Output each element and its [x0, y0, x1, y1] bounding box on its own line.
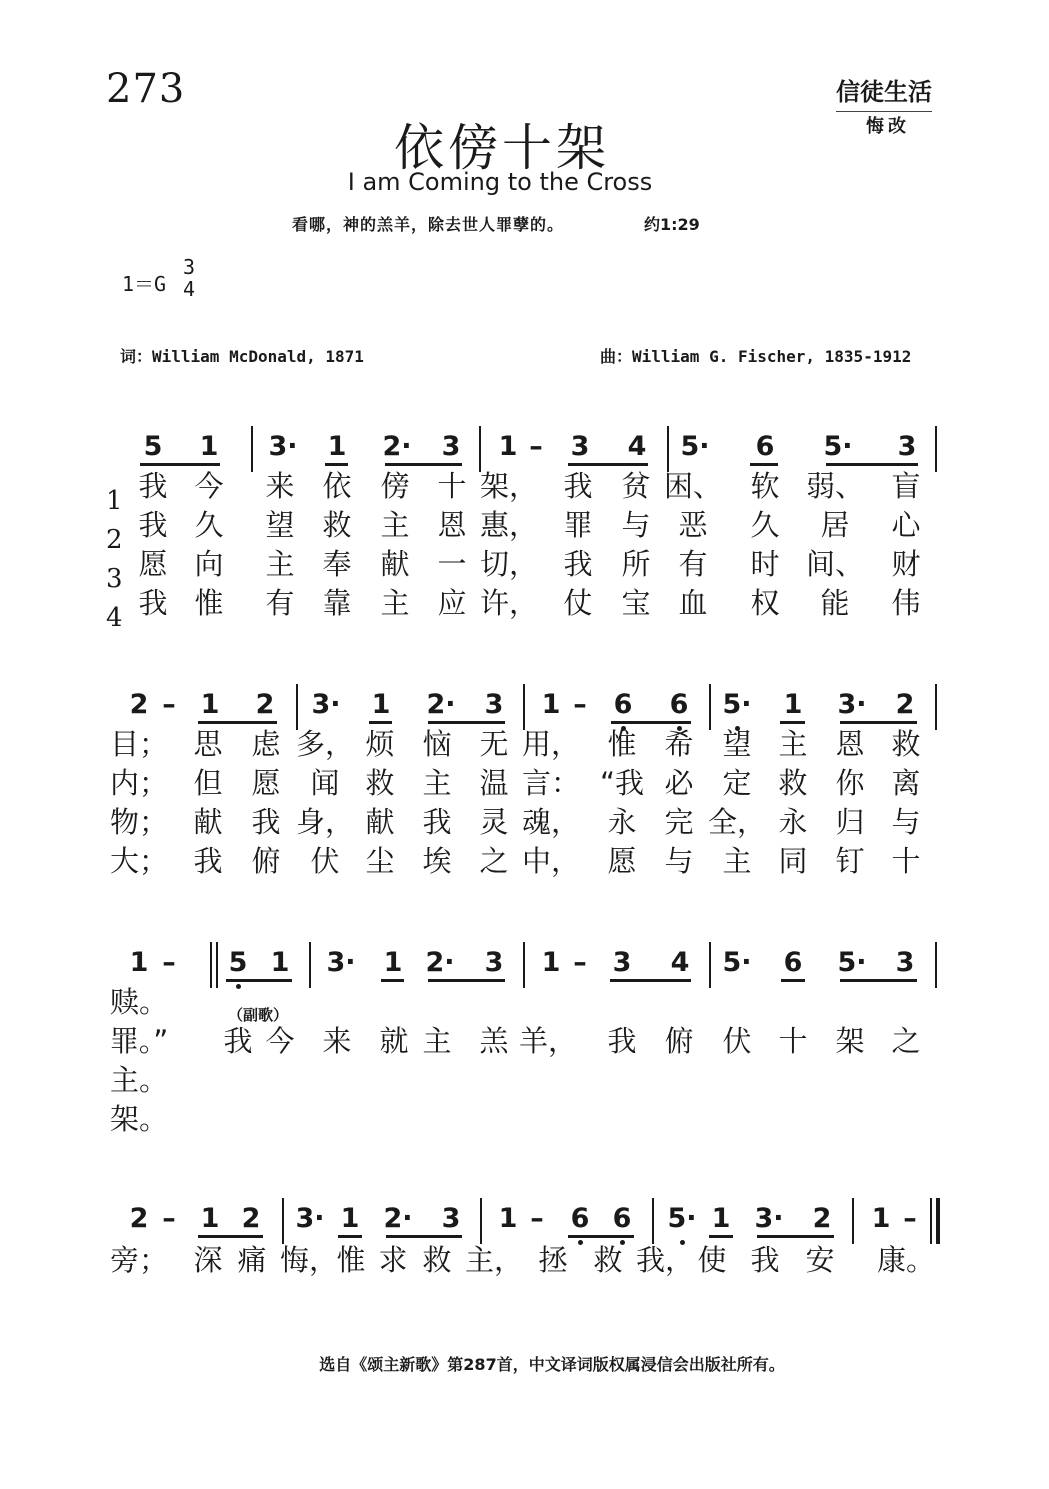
lyric-char: 温 — [479, 766, 509, 800]
lyric-char: 向 — [194, 547, 224, 581]
lyric-char: 愿 — [251, 766, 281, 800]
lyric-char: 中， — [521, 844, 581, 878]
jianpu-note: 1 — [498, 1203, 518, 1234]
verse-number: 3 — [106, 564, 123, 594]
jianpu-note: – — [573, 689, 587, 720]
lyric-char: 能 — [820, 586, 850, 620]
barline — [282, 1198, 284, 1244]
verse-number: 1 — [106, 486, 123, 516]
lyric-char: 救 — [593, 1243, 623, 1277]
lyric-char: 羔 — [479, 1024, 509, 1058]
lyric-char: 财 — [891, 547, 921, 581]
barline — [523, 942, 525, 988]
lyric-char: 大； — [109, 844, 169, 878]
beam-underline — [386, 1235, 462, 1238]
barline — [296, 684, 298, 730]
lyric-char: 我 — [563, 469, 593, 503]
lyric-char: 赎。 — [109, 985, 169, 1019]
jianpu-note: 1 — [541, 947, 561, 978]
jianpu-note: – — [903, 1203, 917, 1234]
lyric-char: 恼 — [422, 727, 452, 761]
lyric-char: 多， — [295, 727, 355, 761]
lyric-char: 我 — [193, 844, 223, 878]
lyric-char: 俯 — [251, 844, 281, 878]
lyric-char: 困、 — [663, 469, 723, 503]
jianpu-note: 4 — [670, 947, 690, 978]
verse-number: 2 — [106, 525, 123, 555]
jianpu-note: 3· — [311, 689, 341, 720]
lyric-char: 伟 — [891, 586, 921, 620]
lyric-char: 主 — [265, 547, 295, 581]
lyric-char: 必 — [664, 766, 694, 800]
lyric-char: 惟 — [607, 727, 637, 761]
jianpu-note: 2 — [812, 1203, 832, 1234]
jianpu-note: 1 — [541, 689, 561, 720]
lyric-char: 献 — [193, 805, 223, 839]
lyric-char: 尘 — [365, 844, 395, 878]
lyric-char: 久 — [750, 508, 780, 542]
lyric-char: 痛 — [237, 1243, 267, 1277]
lyric-char: 目； — [109, 727, 169, 761]
lyric-char: 十 — [437, 469, 467, 503]
copyright-footer: 选自《颂主新歌》第287首，中文译词版权属浸信会出版社所有。 — [319, 1355, 785, 1374]
barline — [479, 426, 481, 472]
time-signature-top: 3 — [182, 255, 196, 279]
jianpu-note: – — [162, 947, 176, 978]
lyric-char: 我 — [607, 1024, 637, 1058]
lyric-char: 我 — [138, 469, 168, 503]
lyric-char: 完 — [664, 805, 694, 839]
lyric-char: 物； — [109, 805, 169, 839]
lyric-char: 康。 — [876, 1243, 936, 1277]
lyric-char: 主 — [380, 586, 410, 620]
beam-underline — [750, 463, 778, 466]
lyric-char: 贫 — [621, 469, 651, 503]
jianpu-note: – — [530, 1203, 544, 1234]
lyric-char: 无 — [479, 727, 509, 761]
lyric-char: 悔， — [279, 1243, 339, 1277]
lyric-char: 全， — [707, 805, 767, 839]
lyric-char: 我 — [563, 547, 593, 581]
jianpu-note: 5· — [837, 947, 867, 978]
jianpu-note: 3· — [326, 947, 356, 978]
jianpu-note: 2· — [383, 1203, 413, 1234]
lyric-char: 就 — [379, 1024, 409, 1058]
lyric-char: 但 — [193, 766, 223, 800]
lyric-char: 久 — [194, 508, 224, 542]
lyric-char: 救 — [422, 1243, 452, 1277]
lyric-char: 救 — [322, 508, 352, 542]
lyric-char: 有 — [265, 586, 295, 620]
jianpu-note: 5· — [680, 431, 710, 462]
lyric-char: 与 — [664, 844, 694, 878]
lyric-char: 之 — [479, 844, 509, 878]
beam-underline — [140, 463, 220, 466]
jianpu-note: 5 — [228, 947, 248, 978]
jianpu-note: 6 — [669, 689, 689, 720]
lyric-char: 我 — [223, 1024, 253, 1058]
lyric-char: 架。 — [109, 1102, 169, 1136]
jianpu-note: 4 — [627, 431, 647, 462]
jianpu-note: 1 — [200, 689, 220, 720]
jianpu-note: 2· — [425, 947, 455, 978]
jianpu-note: 3 — [484, 689, 504, 720]
lyric-char: 恩 — [437, 508, 467, 542]
lyric-char: 我 — [750, 1243, 780, 1277]
jianpu-note: 2 — [129, 689, 149, 720]
lyric-char: 权 — [750, 586, 780, 620]
lyric-char: 烦 — [365, 727, 395, 761]
lyric-char: 所 — [621, 547, 651, 581]
lyric-char: 一 — [437, 547, 467, 581]
lyric-char: 奉 — [322, 547, 352, 581]
lyric-char: 主 — [380, 508, 410, 542]
lyric-char: 深 — [193, 1243, 223, 1277]
lyric-char: 内； — [109, 766, 169, 800]
jianpu-note: 6 — [570, 1203, 590, 1234]
jianpu-note: – — [573, 947, 587, 978]
composer-credit: 曲：William G. Fischer, 1835-1912 — [600, 347, 912, 366]
final-barline — [930, 1198, 932, 1244]
jianpu-note: 1 — [200, 1203, 220, 1234]
beam-underline — [826, 463, 918, 466]
jianpu-note: 5· — [667, 1203, 697, 1234]
lyric-char: 魂， — [521, 805, 581, 839]
jianpu-note: 3· — [754, 1203, 784, 1234]
jianpu-note: 1 — [871, 1203, 891, 1234]
lyric-char: 永 — [778, 805, 808, 839]
lyric-char: 恶 — [678, 508, 708, 542]
jianpu-note: 2· — [382, 431, 412, 462]
title-english: I am Coming to the Cross — [347, 168, 653, 196]
jianpu-note: 3 — [895, 947, 915, 978]
barline — [480, 1198, 482, 1244]
lyric-char: 与 — [621, 508, 651, 542]
lyric-char: 定 — [722, 766, 752, 800]
beam-underline — [840, 979, 917, 982]
lyric-char: 钉 — [835, 844, 865, 878]
lyric-char: 与 — [891, 805, 921, 839]
lyric-char: 使 — [697, 1243, 727, 1277]
lyric-char: 希 — [664, 727, 694, 761]
lyric-char: 俯 — [664, 1024, 694, 1058]
lyric-char: 灵 — [479, 805, 509, 839]
lyric-char: 我 — [138, 586, 168, 620]
barline — [935, 426, 937, 472]
lyric-char: 旁； — [109, 1243, 169, 1277]
lyric-char: 伏 — [310, 844, 340, 878]
lyric-char: 依 — [322, 469, 352, 503]
lyric-char: 切， — [479, 547, 539, 581]
barline — [667, 426, 669, 472]
jianpu-note: 5· — [823, 431, 853, 462]
lyric-char: 罪 — [563, 508, 593, 542]
lyric-char: 今 — [265, 1024, 295, 1058]
lyricist-credit: 词：William McDonald, 1871 — [120, 347, 364, 366]
jianpu-note: 1 — [783, 689, 803, 720]
jianpu-note: 1 — [129, 947, 149, 978]
lyric-char: 软 — [750, 469, 780, 503]
lyric-char: 你 — [835, 766, 865, 800]
jianpu-note: 3 — [570, 431, 590, 462]
scripture-reference: 约1:29 — [644, 215, 700, 234]
lyric-char: 许， — [479, 586, 539, 620]
beam-underline — [428, 979, 505, 982]
lyric-char: 主。 — [109, 1063, 169, 1097]
lyric-char: 主 — [422, 766, 452, 800]
lyric-char: 惠， — [479, 508, 539, 542]
jianpu-note: 1 — [383, 947, 403, 978]
beam-underline — [780, 721, 805, 724]
lyric-char: 伏 — [722, 1024, 752, 1058]
lyric-char: 十 — [778, 1024, 808, 1058]
lyric-char: 应 — [437, 586, 467, 620]
beam-underline — [610, 979, 691, 982]
octave-dot — [236, 984, 241, 989]
repeat-barline — [210, 942, 212, 988]
beam-underline — [611, 721, 691, 724]
lyric-char: 救 — [365, 766, 395, 800]
beam-underline — [198, 1235, 263, 1238]
lyric-char: 羊， — [518, 1024, 578, 1058]
lyric-char: 身， — [295, 805, 355, 839]
lyric-char: 宝 — [621, 586, 651, 620]
barline — [709, 684, 711, 730]
lyric-char: 望 — [722, 727, 752, 761]
jianpu-note: 6 — [755, 431, 775, 462]
lyric-char: 闻 — [310, 766, 340, 800]
lyric-char: 拯 — [538, 1243, 568, 1277]
lyric-char: 救 — [891, 727, 921, 761]
jianpu-note: 3 — [441, 431, 461, 462]
barline — [935, 684, 937, 730]
lyric-char: 今 — [194, 469, 224, 503]
jianpu-note: 6 — [613, 689, 633, 720]
jianpu-note: 1 — [327, 431, 347, 462]
lyric-char: 虑 — [251, 727, 281, 761]
refrain-marker: （副歌） — [228, 1006, 289, 1024]
lyric-char: 之 — [891, 1024, 921, 1058]
lyric-char: 求 — [378, 1243, 408, 1277]
jianpu-note: 1 — [270, 947, 290, 978]
lyric-char: 离 — [891, 766, 921, 800]
key-signature: 1＝G — [122, 272, 167, 296]
lyric-char: 有 — [678, 547, 708, 581]
lyric-char: 我 — [138, 508, 168, 542]
beam-underline — [568, 463, 648, 466]
jianpu-note: 5· — [722, 689, 752, 720]
jianpu-note: 3· — [837, 689, 867, 720]
beam-underline — [325, 463, 348, 466]
jianpu-note: 6 — [612, 1203, 632, 1234]
barline — [935, 942, 937, 988]
jianpu-note: 2 — [895, 689, 915, 720]
source-category: 悔改 — [866, 116, 910, 137]
lyric-char: 安 — [805, 1243, 835, 1277]
lyric-char: 仗 — [563, 586, 593, 620]
jianpu-note: 2 — [241, 1203, 261, 1234]
barline — [309, 942, 311, 988]
jianpu-note: 3· — [295, 1203, 325, 1234]
jianpu-note: 3 — [441, 1203, 461, 1234]
jianpu-note: – — [162, 689, 176, 720]
beam-underline — [568, 1235, 634, 1238]
title-chinese: 依傍十架 — [394, 119, 610, 177]
lyric-char: 弱、 — [805, 469, 865, 503]
barline — [523, 684, 525, 730]
jianpu-note: – — [529, 431, 543, 462]
lyric-char: 心 — [891, 508, 921, 542]
lyric-char: 言： — [521, 766, 581, 800]
beam-underline — [226, 979, 292, 982]
lyric-char: 用， — [521, 727, 581, 761]
lyric-char: 愿 — [138, 547, 168, 581]
lyric-char: 愿 — [607, 844, 637, 878]
beam-underline — [757, 1235, 834, 1238]
scripture-verse: 看哪，神的羔羊，除去世人罪孽的。 — [292, 215, 565, 234]
lyric-char: 架， — [479, 469, 539, 503]
lyric-char: 惟 — [194, 586, 224, 620]
lyric-char: 血 — [678, 586, 708, 620]
lyric-char: 来 — [322, 1024, 352, 1058]
barline — [652, 1198, 654, 1244]
lyric-char: 主， — [464, 1243, 524, 1277]
octave-dot — [578, 1240, 583, 1245]
lyric-char: 望 — [265, 508, 295, 542]
lyric-char: 恩 — [835, 727, 865, 761]
lyric-char: 同 — [778, 844, 808, 878]
jianpu-note: 3· — [268, 431, 298, 462]
lyric-char: 主 — [778, 727, 808, 761]
lyric-char: 十 — [891, 844, 921, 878]
jianpu-note: 1 — [340, 1203, 360, 1234]
jianpu-note: 1 — [199, 431, 219, 462]
jianpu-note: 1 — [711, 1203, 731, 1234]
jianpu-note: 3 — [612, 947, 632, 978]
beam-underline — [428, 721, 505, 724]
jianpu-note: 1 — [498, 431, 518, 462]
lyric-char: 盲 — [891, 469, 921, 503]
lyric-char: 埃 — [422, 844, 452, 878]
beam-underline — [781, 979, 805, 982]
lyric-char: 罪。” — [109, 1024, 169, 1058]
lyric-char: 主 — [722, 844, 752, 878]
jianpu-note: 5 — [143, 431, 163, 462]
lyric-char: 间、 — [805, 547, 865, 581]
lyric-char: 归 — [835, 805, 865, 839]
jianpu-note: 2· — [426, 689, 456, 720]
beam-underline — [198, 721, 277, 724]
beam-underline — [381, 979, 404, 982]
lyric-char: 靠 — [322, 586, 352, 620]
beam-underline — [369, 721, 392, 724]
lyric-char: 来 — [265, 469, 295, 503]
lyric-char: 时 — [750, 547, 780, 581]
beam-underline — [338, 1235, 362, 1238]
lyric-char: 主 — [422, 1024, 452, 1058]
time-signature-bottom: 4 — [182, 277, 196, 301]
jianpu-note: 2 — [129, 1203, 149, 1234]
hymn-number: 273 — [106, 66, 186, 112]
final-barline — [936, 1198, 940, 1244]
beam-underline — [709, 1235, 733, 1238]
lyric-char: 永 — [607, 805, 637, 839]
lyric-char: 架 — [835, 1024, 865, 1058]
lyric-char: 傍 — [380, 469, 410, 503]
jianpu-note: 2 — [255, 689, 275, 720]
lyric-char: 居 — [820, 508, 850, 542]
lyric-char: 救 — [778, 766, 808, 800]
source-book: 信徒生活 — [836, 72, 932, 112]
jianpu-note: 5· — [722, 947, 752, 978]
jianpu-note: 6 — [783, 947, 803, 978]
jianpu-note: 3 — [897, 431, 917, 462]
barline — [709, 942, 711, 988]
jianpu-note: – — [162, 1203, 176, 1234]
verse-number: 4 — [106, 603, 123, 633]
lyric-char: 我， — [635, 1243, 695, 1277]
lyric-char: 惟 — [336, 1243, 366, 1277]
beam-underline — [385, 463, 462, 466]
time-signature — [180, 256, 198, 300]
lyric-char: 我 — [251, 805, 281, 839]
lyric-char: “我 — [599, 766, 645, 800]
jianpu-note: 1 — [371, 689, 391, 720]
lyric-char: 献 — [365, 805, 395, 839]
repeat-barline — [216, 942, 218, 988]
lyric-char: 思 — [193, 727, 223, 761]
lyric-char: 献 — [380, 547, 410, 581]
lyric-char: 我 — [422, 805, 452, 839]
barline — [251, 426, 253, 472]
jianpu-note: 3 — [484, 947, 504, 978]
barline — [852, 1198, 854, 1244]
beam-underline — [840, 721, 917, 724]
